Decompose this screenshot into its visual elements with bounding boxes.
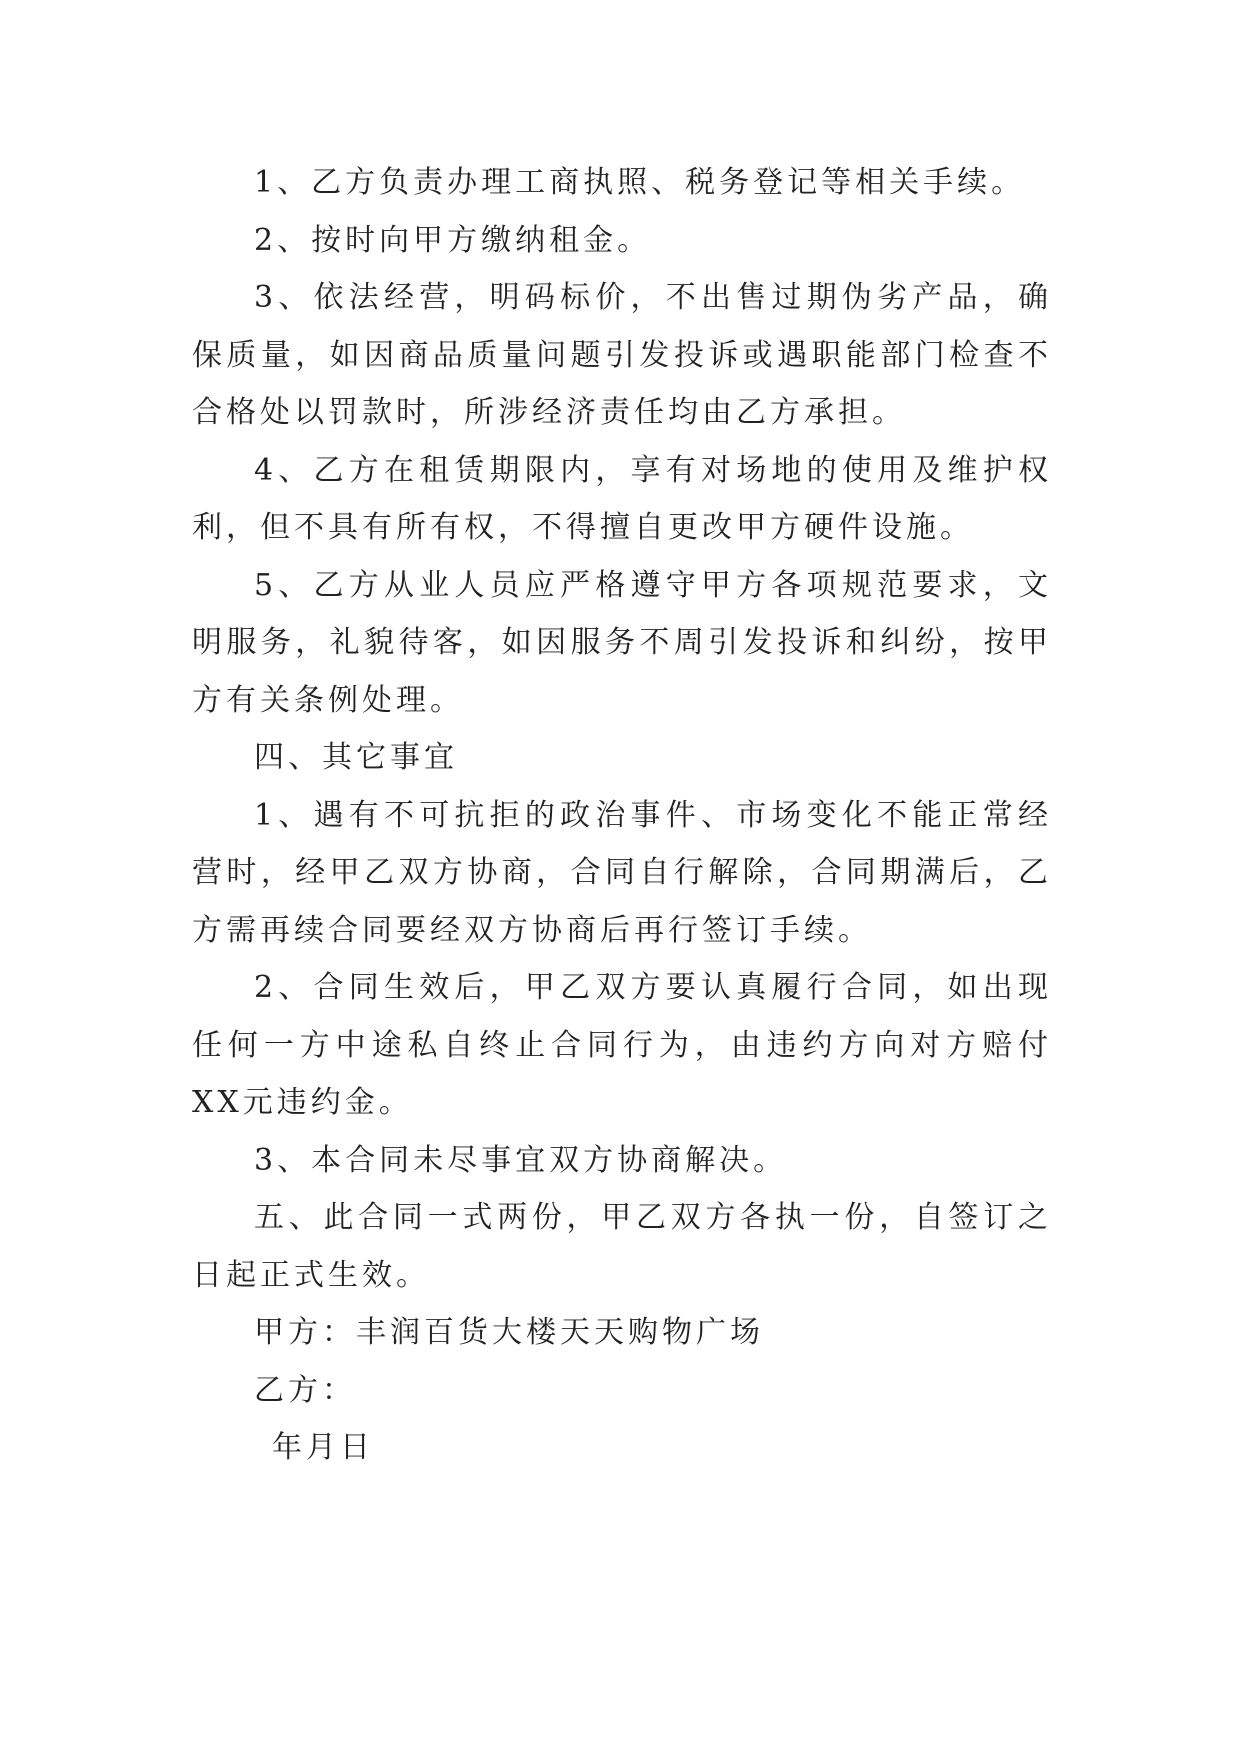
clause-paragraph: 3、本合同未尽事宜双方协商解决。 (254, 1142, 788, 1178)
section-heading: 四、其它事宜 (254, 740, 458, 775)
clause-paragraph: 2、按时向甲方缴纳租金。 (254, 222, 652, 258)
party-a-signature-line: 甲方：丰润百货大楼天天购物广场 (254, 1315, 764, 1350)
clause-paragraph: 5、乙方从业人员应严格遵守甲方各项规范要求，文明服务，礼貌待客，如因服务不周引发投诉和纠纷，按甲方有关条例处理。 (192, 567, 1052, 718)
clause-paragraph: 五、此合同一式两份，甲乙双方各执一份，自签订之日起正式生效。 (192, 1200, 1052, 1293)
contract-body (192, 154, 1052, 1477)
clause-paragraph: 4、乙方在租赁期限内，享有对场地的使用及维护权利，但不具有所有权，不得擅自更改甲方硬件设施。 (192, 452, 1052, 545)
clause-paragraph: 3、依法经营，明码标价，不出售过期伪劣产品，确保质量，如因商品质量问题引发投诉或遇职能部门检查不合格处以罚款时，所涉经济责任均由乙方承担。 (192, 280, 1052, 430)
clause-paragraph: 2、合同生效后，甲乙双方要认真履行合同，如出现任何一方中途私自终止合同行为，由违约方向对方赔付XX元违约金。 (192, 970, 1052, 1120)
clause-paragraph: 1、乙方负责办理工商执照、税务登记等相关手续。 (254, 165, 1026, 200)
party-b-signature-line: 乙方： (254, 1372, 356, 1408)
date-line: 年月日 (272, 1430, 374, 1465)
clause-paragraph: 1、遇有不可抗拒的政治事件、市场变化不能正常经营时，经甲乙双方协商，合同自行解除，合同期满后，乙方需再续合同要经双方协商后再行签订手续。 (192, 797, 1052, 948)
